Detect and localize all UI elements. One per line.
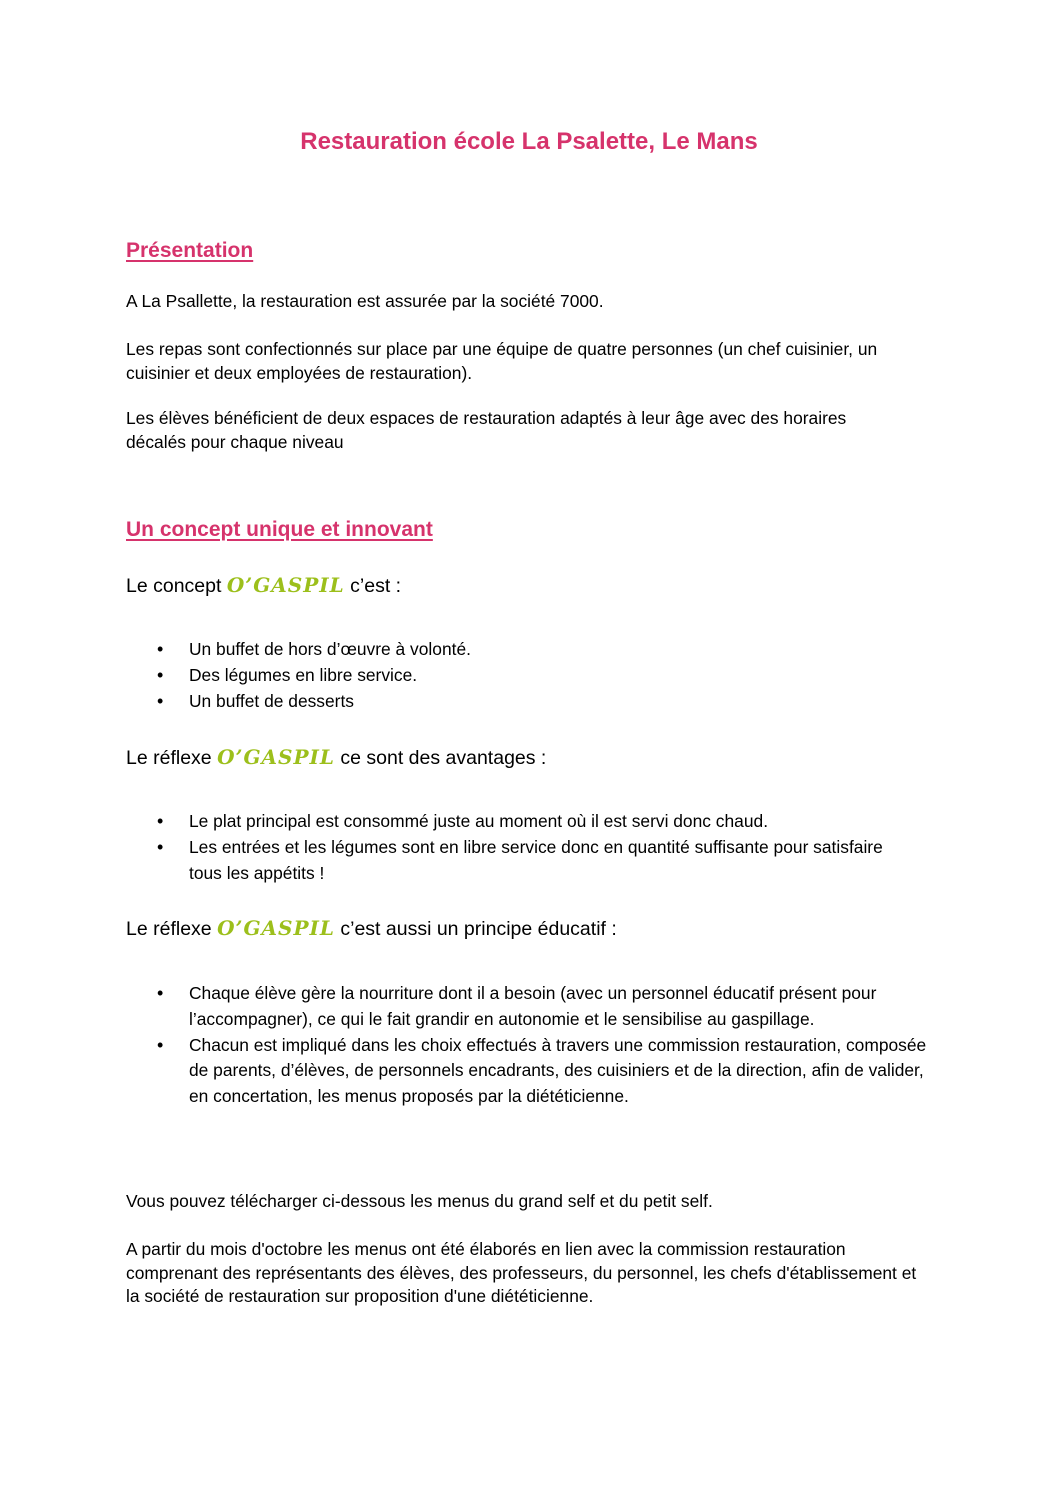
list-item: • Le plat principal est consommé juste au moment où il est servi donc chaud. <box>126 809 906 835</box>
lead-concept-before: Le concept <box>126 575 222 597</box>
lead-concept <box>126 572 926 599</box>
section-heading-concept: Un concept unique et innovant <box>126 518 433 541</box>
list-item: • Des légumes en libre service. <box>126 663 926 689</box>
list-item: • Chacun est impliqué dans les choix effectués à travers une commission restauration, composée de parents, d’élèves, de personnels encadrants, des cuisiniers et de la direction, afin de valider, en concertation, les menus proposés par la diététicienne. <box>126 1033 936 1110</box>
list-item: • Un buffet de desserts <box>126 689 926 715</box>
paragraph-provider: A La Psallette, la restauration est assurée par la société 7000. <box>126 291 604 311</box>
list-item: • Un buffet de hors d’œuvre à volonté. <box>126 637 926 663</box>
concept-list <box>126 637 926 714</box>
brand-ogaspil-logo: O’GASPIL <box>226 573 345 597</box>
lead-advantages <box>126 744 926 771</box>
section-heading-presentation: Présentation <box>126 239 254 262</box>
list-item: • Les entrées et les légumes sont en libre service donc en quantité suffisante pour satisfaire tous les appétits ! <box>126 835 906 887</box>
brand-ogaspil-logo: O’GASPIL <box>217 916 335 940</box>
lead-educational-before: Le réflexe <box>126 918 212 940</box>
lead-advantages-before: Le réflexe <box>126 747 212 769</box>
lead-advantages-after: ce sont des avantages : <box>340 747 547 769</box>
lead-educational-after: c’est aussi un principe éducatif : <box>340 918 617 940</box>
paragraph-menus: A partir du mois d'octobre les menus ont été élaborés en lien avec la commission restauration comprenant des représentants des élèves, des professeurs, du personnel, les chefs d'établissement et la société de restauration sur proposition d'une diététicienne. <box>126 1239 917 1306</box>
paragraph-download: Vous pouvez télécharger ci-dessous les menus du grand self et du petit self. <box>126 1191 713 1211</box>
advantages-list <box>126 809 906 886</box>
page-title: Restauration école La Psalette, Le Mans <box>300 128 758 155</box>
paragraph-spaces: Les élèves bénéficient de deux espaces de restauration adaptés à leur âge avec des horaires décalés pour chaque niveau <box>126 408 847 452</box>
educational-list <box>126 981 936 1110</box>
lead-concept-after: c’est : <box>350 575 402 597</box>
lead-educational <box>126 915 926 942</box>
paragraph-team: Les repas sont confectionnés sur place par une équipe de quatre personnes (un chef cuisinier, un cuisinier et deux employées de restauration). <box>126 339 878 383</box>
brand-ogaspil-logo: O’GASPIL <box>217 745 335 769</box>
list-item: • Chaque élève gère la nourriture dont il a besoin (avec un personnel éducatif présent pour l’accompagner), ce qui le fait grandir en autonomie et le sensibilise au gaspillage. <box>126 981 936 1033</box>
